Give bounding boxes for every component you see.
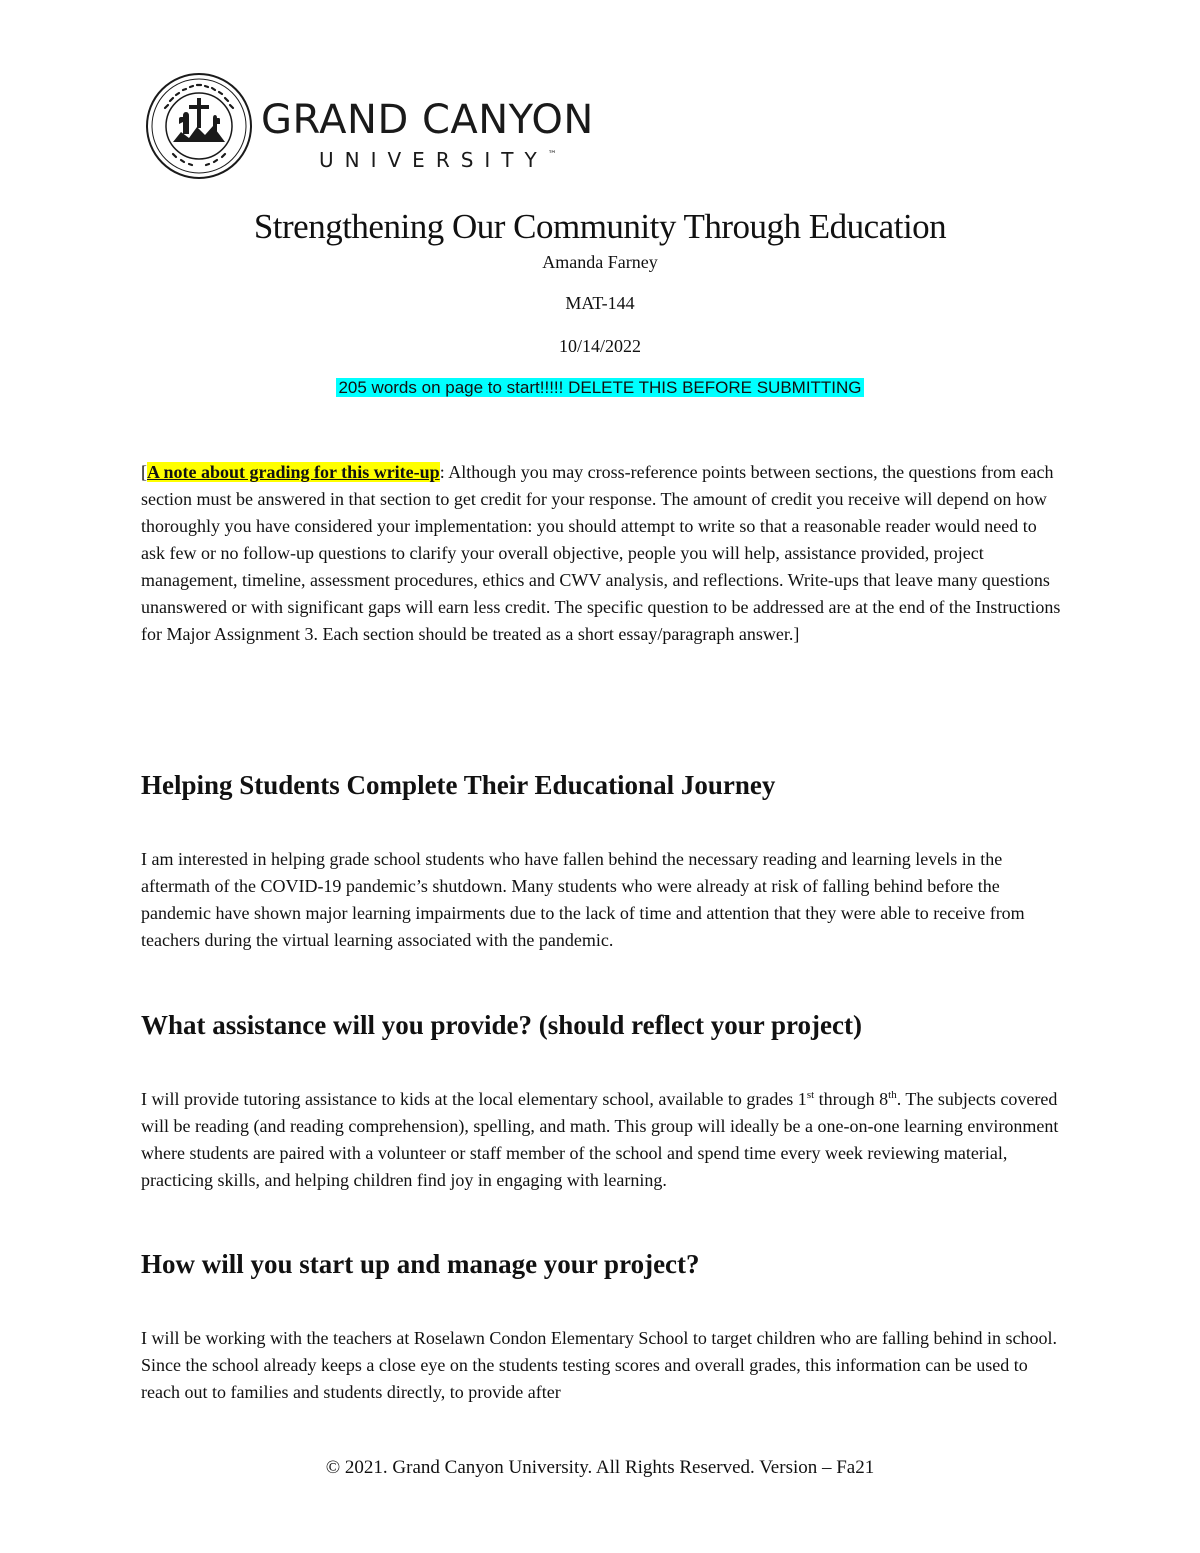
- word-count-notice: [0, 377, 1200, 399]
- document-date: 10/14/2022: [558, 336, 641, 356]
- section-body-journey: I am interested in helping grade school students who have fallen behind the necessary reading and learning levels in the aftermath of the COVID-19 pandemic’s shutdown. Many students who were already at risk of falling behind before the pandemic have shown major learning impairments due to the lack of time and attention that they were able to receive from teachers during the virtual learning associated with the pandemic.: [141, 849, 1025, 950]
- document-title: Strengthening Our Community Through Education: [253, 207, 947, 246]
- section-heading-assistance: What assistance will you provide? (should reflect your project): [141, 1010, 862, 1040]
- logo-subwordmark: UNIVERSITY™: [319, 148, 557, 172]
- copyright-footer: © 2021. Grand Canyon University. All Rights Reserved. Version – Fa21: [325, 1457, 875, 1478]
- section-body-assistance: I will provide tutoring assistance to kids at the local elementary school, available to grades 1st through 8th. The subjects covered will be reading (and reading comprehension), spelling, and math. This group will ideally be a one-on-one learning environment where students are paired with a volunteer or staff member of the school and spend time every week reviewing material, practicing skills, and helping children find joy in engaging with learning.: [141, 1089, 1059, 1190]
- word-count-highlight: 205 words on page to start!!!!! DELETE THIS BEFORE SUBMITTING: [338, 378, 862, 397]
- university-logo: [145, 72, 625, 192]
- grading-note: [A note about grading for this write-up: Although you may cross-reference points between sections, the questions from each section must be answered in that section to get credit for your response. The amount of credit you receive will depend on how thoroughly you have considered your implementation: you should attempt to write so that a reasonable reader would need to ask few or no follow-up questions to clarify your overall objective, people you will help, assistance provided, project management, timeline, assessment procedures, ethics and CWV analysis, and reflections. Write-ups that leave many questions unanswered or with significant gaps will earn less credit. The specific question to be addressed are at the end of the Instructions for Major Assignment 3. Each section should be treated as a short essay/paragraph answer.]: [141, 462, 1061, 644]
- section-body-management: I will be working with the teachers at Roselawn Condon Elementary School to target children who are falling behind in school. Since the school already keeps a close eye on the students testing scores and overall grades, this information can be used to reach out to families and students directly, to provide after: [141, 1328, 1057, 1402]
- grading-note-label: A note about grading for this write-up: [147, 462, 440, 482]
- course-code: MAT-144: [565, 293, 635, 313]
- university-seal-icon: [145, 72, 253, 180]
- section-heading-management: How will you start up and manage your project?: [141, 1249, 700, 1279]
- logo-wordmark: GRAND CANYON: [261, 97, 594, 143]
- author-name: Amanda Farney: [542, 252, 658, 272]
- section-heading-journey: Helping Students Complete Their Educational Journey: [141, 770, 776, 800]
